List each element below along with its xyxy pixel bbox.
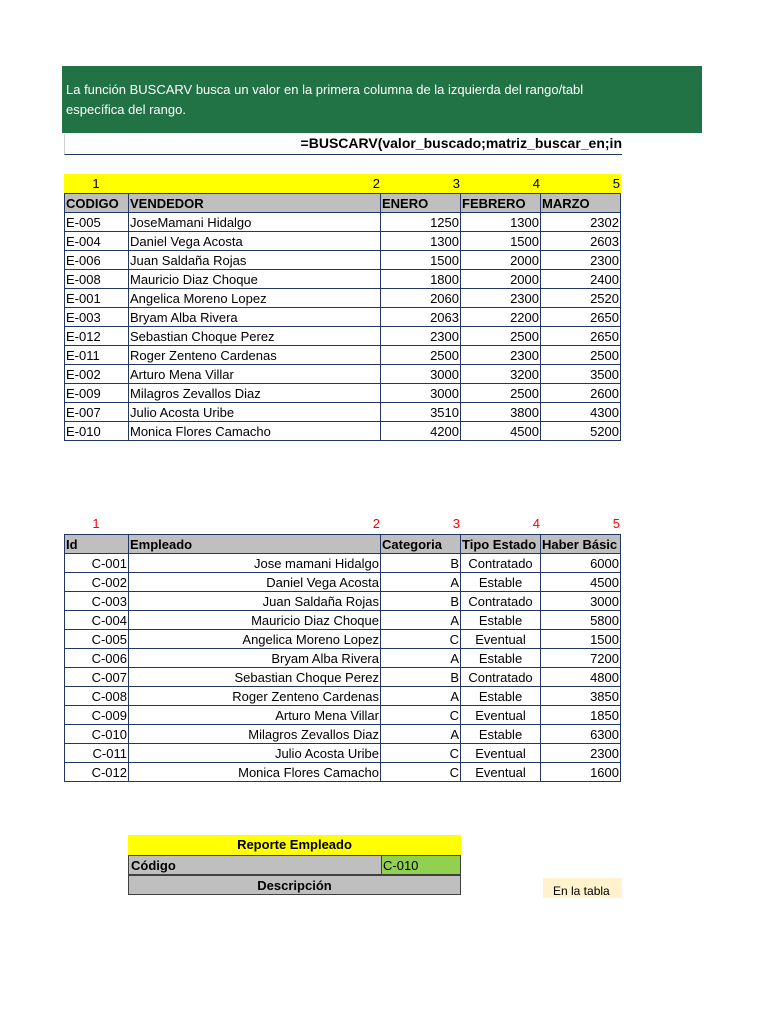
table-row	[65, 346, 621, 365]
table-cell[interactable]: C-011	[65, 744, 129, 763]
table-cell[interactable]: 2300	[461, 289, 541, 308]
table-cell[interactable]: 3500	[541, 365, 621, 384]
table-cell[interactable]: Contratado	[461, 554, 541, 573]
table-cell[interactable]: 2603	[541, 232, 621, 251]
table-cell[interactable]: 2300	[461, 346, 541, 365]
header-id[interactable]: Id	[65, 535, 129, 554]
table-row	[65, 554, 621, 573]
table-cell[interactable]: 2650	[541, 308, 621, 327]
table-row	[65, 763, 621, 782]
table-cell[interactable]: E-012	[65, 327, 129, 346]
table-cell[interactable]: Contratado	[461, 592, 541, 611]
table-cell[interactable]: C-001	[65, 554, 129, 573]
table-cell[interactable]: 4800	[541, 668, 621, 687]
table-cell[interactable]: E-008	[65, 270, 129, 289]
table-cell[interactable]: E-003	[65, 308, 129, 327]
table-row	[65, 630, 621, 649]
table-cell[interactable]: Estable	[461, 725, 541, 744]
table-cell[interactable]: 3000	[381, 384, 461, 403]
table-cell[interactable]: 4300	[541, 403, 621, 422]
table-header-row	[65, 194, 621, 213]
table-row	[65, 232, 621, 251]
table-cell[interactable]: B	[381, 668, 461, 687]
table-cell[interactable]: 2300	[381, 327, 461, 346]
table-row	[65, 649, 621, 668]
table-cell[interactable]: 4500	[541, 573, 621, 592]
table-cell[interactable]: Arturo Mena Villar	[129, 365, 381, 384]
table-cell[interactable]: C-012	[65, 763, 129, 782]
table-cell[interactable]: Bryam Alba Rivera	[129, 649, 381, 668]
table-cell[interactable]: 1500	[461, 232, 541, 251]
banner-line-1: La función BUSCARV busca un valor en la primera columna de la izquierda del rango/tabl	[66, 82, 584, 97]
col-number: 3	[452, 516, 460, 531]
header-empleado[interactable]: Empleado	[129, 535, 381, 554]
table-row	[65, 365, 621, 384]
table-cell[interactable]: 2520	[541, 289, 621, 308]
table-cell[interactable]: Angelica Moreno Lopez	[129, 289, 381, 308]
table-cell[interactable]: Contratado	[461, 668, 541, 687]
table-row	[65, 592, 621, 611]
table-row	[65, 270, 621, 289]
table-cell[interactable]: C	[381, 763, 461, 782]
table-row	[65, 213, 621, 232]
header-marzo[interactable]: MARZO	[541, 194, 621, 213]
table-cell[interactable]: C-004	[65, 611, 129, 630]
table-row	[65, 687, 621, 706]
table-cell[interactable]: C-009	[65, 706, 129, 725]
header-codigo[interactable]: CODIGO	[65, 194, 129, 213]
table-cell[interactable]: 1300	[461, 213, 541, 232]
table-cell[interactable]: Estable	[461, 611, 541, 630]
table-cell[interactable]: 3850	[541, 687, 621, 706]
table-cell[interactable]: C	[381, 706, 461, 725]
table-cell[interactable]: C-007	[65, 668, 129, 687]
table-row	[65, 573, 621, 592]
table-cell[interactable]: E-010	[65, 422, 129, 441]
table-row	[65, 289, 621, 308]
table-cell[interactable]: A	[381, 611, 461, 630]
table-cell[interactable]: 5200	[541, 422, 621, 441]
table-cell[interactable]: 3510	[381, 403, 461, 422]
table-cell[interactable]: E-007	[65, 403, 129, 422]
table-cell[interactable]: Julio Acosta Uribe	[129, 403, 381, 422]
table-cell[interactable]: Daniel Vega Acosta	[129, 232, 381, 251]
employee-table	[64, 534, 621, 782]
sales-table	[64, 193, 621, 441]
table-cell[interactable]: Estable	[461, 687, 541, 706]
table-cell[interactable]: 2200	[461, 308, 541, 327]
table-cell[interactable]: 4500	[461, 422, 541, 441]
table-cell[interactable]: E-002	[65, 365, 129, 384]
table-cell[interactable]: A	[381, 687, 461, 706]
table-cell[interactable]: 1250	[381, 213, 461, 232]
table-cell[interactable]: E-006	[65, 251, 129, 270]
table-cell[interactable]: 3000	[541, 592, 621, 611]
table-cell[interactable]: Mauricio Diaz Choque	[129, 611, 381, 630]
description-banner	[62, 66, 702, 133]
table-cell[interactable]: 2500	[541, 346, 621, 365]
table-cell[interactable]: A	[381, 649, 461, 668]
table-cell[interactable]: Juan Saldaña Rojas	[129, 251, 381, 270]
table-row	[65, 744, 621, 763]
table-cell[interactable]: Mauricio Diaz Choque	[129, 270, 381, 289]
header-categoria[interactable]: Categoria	[381, 535, 461, 554]
table-row	[65, 327, 621, 346]
banner-line-2: específica del rango.	[66, 102, 186, 117]
table-row	[65, 668, 621, 687]
table-cell[interactable]: C	[381, 744, 461, 763]
table-cell[interactable]: A	[381, 573, 461, 592]
header-febrero[interactable]: FEBRERO	[461, 194, 541, 213]
table-cell[interactable]: 2000	[461, 251, 541, 270]
table-cell[interactable]: E-011	[65, 346, 129, 365]
table-cell[interactable]: 2500	[461, 384, 541, 403]
table-cell[interactable]: Eventual	[461, 630, 541, 649]
table-row	[65, 422, 621, 441]
table-header-row	[65, 535, 621, 554]
table-cell[interactable]: 1850	[541, 706, 621, 725]
table-row	[65, 611, 621, 630]
col-number: 2	[372, 176, 380, 191]
col-number: 4	[532, 176, 540, 191]
table-cell[interactable]: A	[381, 725, 461, 744]
table-cell[interactable]: JoseMamani Hidalgo	[129, 213, 381, 232]
table-cell[interactable]: Eventual	[461, 744, 541, 763]
table-cell[interactable]: 1500	[541, 630, 621, 649]
table-cell[interactable]: E-001	[65, 289, 129, 308]
table-cell[interactable]: 5800	[541, 611, 621, 630]
table-cell[interactable]: Roger Zenteno Cardenas	[129, 346, 381, 365]
table-cell[interactable]: E-009	[65, 384, 129, 403]
table-cell[interactable]: 4200	[381, 422, 461, 441]
table-cell[interactable]: Monica Flores Camacho	[129, 422, 381, 441]
table-row	[65, 384, 621, 403]
table-row	[65, 251, 621, 270]
table-cell[interactable]: Angelica Moreno Lopez	[129, 630, 381, 649]
table-cell[interactable]: 2400	[541, 270, 621, 289]
table-cell[interactable]: C-002	[65, 573, 129, 592]
note-box: En la tabla	[543, 878, 622, 898]
table-cell[interactable]: 6000	[541, 554, 621, 573]
report-code-label: Código	[129, 856, 381, 874]
table-cell[interactable]: Monica Flores Camacho	[129, 763, 381, 782]
table-cell[interactable]: Bryam Alba Rivera	[129, 308, 381, 327]
table-cell[interactable]: C-005	[65, 630, 129, 649]
table-cell[interactable]: Eventual	[461, 706, 541, 725]
table-cell[interactable]: Sebastian Choque Perez	[129, 668, 381, 687]
table-cell[interactable]: E-004	[65, 232, 129, 251]
header-haber-basico[interactable]: Haber Básic	[541, 535, 621, 554]
col-number: 4	[532, 516, 540, 531]
table-cell[interactable]: 1500	[381, 251, 461, 270]
col-number: 3	[452, 176, 460, 191]
header-vendedor[interactable]: VENDEDOR	[129, 194, 381, 213]
report-code-row	[128, 855, 461, 875]
table-cell[interactable]: Milagros Zevallos Diaz	[129, 725, 381, 744]
table-cell[interactable]: 1800	[381, 270, 461, 289]
table-cell[interactable]: 2650	[541, 327, 621, 346]
report-title: Reporte Empleado	[128, 835, 461, 855]
report-code-input[interactable]: C-010	[381, 856, 460, 874]
formula-text: =BUSCARV(valor_buscado;matriz_buscar_en;in	[300, 135, 622, 151]
col-number: 1	[92, 176, 100, 191]
table-cell[interactable]: 3000	[381, 365, 461, 384]
table-cell[interactable]: 2300	[541, 251, 621, 270]
table-cell[interactable]: Estable	[461, 649, 541, 668]
table-cell[interactable]: 6300	[541, 725, 621, 744]
table-cell[interactable]: 2500	[381, 346, 461, 365]
table1-column-numbers	[64, 174, 621, 193]
table-cell[interactable]: Julio Acosta Uribe	[129, 744, 381, 763]
formula-cell[interactable]	[64, 134, 622, 155]
table-cell[interactable]: Roger Zenteno Cardenas	[129, 687, 381, 706]
table-cell[interactable]: Estable	[461, 573, 541, 592]
table-cell[interactable]: 3800	[461, 403, 541, 422]
table-cell[interactable]: 1600	[541, 763, 621, 782]
table-cell[interactable]: 2500	[461, 327, 541, 346]
col-number: 5	[612, 516, 620, 531]
table-cell[interactable]: C-003	[65, 592, 129, 611]
table-cell[interactable]: Eventual	[461, 763, 541, 782]
table-cell[interactable]: 2000	[461, 270, 541, 289]
report-description-label: Descripción	[128, 875, 461, 895]
header-enero[interactable]: ENERO	[381, 194, 461, 213]
table-cell[interactable]: 3200	[461, 365, 541, 384]
table-cell[interactable]: Jose mamani Hidalgo	[129, 554, 381, 573]
table-row	[65, 403, 621, 422]
table-cell[interactable]: C-010	[65, 725, 129, 744]
table-cell[interactable]: Milagros Zevallos Diaz	[129, 384, 381, 403]
table-cell[interactable]: B	[381, 554, 461, 573]
table-cell[interactable]: B	[381, 592, 461, 611]
table-cell[interactable]: Arturo Mena Villar	[129, 706, 381, 725]
table-row	[65, 706, 621, 725]
header-tipo-estado[interactable]: Tipo Estado	[461, 535, 541, 554]
table-cell[interactable]: 2300	[541, 744, 621, 763]
table-cell[interactable]: E-005	[65, 213, 129, 232]
table-cell[interactable]: 2600	[541, 384, 621, 403]
table-cell[interactable]: Sebastian Choque Perez	[129, 327, 381, 346]
table-row	[65, 725, 621, 744]
col-number: 2	[372, 516, 380, 531]
table-cell[interactable]: C	[381, 630, 461, 649]
table-cell[interactable]: 2060	[381, 289, 461, 308]
table-cell[interactable]: C-008	[65, 687, 129, 706]
col-number: 1	[92, 516, 100, 531]
table-cell[interactable]: 2302	[541, 213, 621, 232]
table-cell[interactable]: Juan Saldaña Rojas	[129, 592, 381, 611]
table-row	[65, 308, 621, 327]
table-cell[interactable]: C-006	[65, 649, 129, 668]
table-cell[interactable]: 2063	[381, 308, 461, 327]
table-cell[interactable]: Daniel Vega Acosta	[129, 573, 381, 592]
col-number: 5	[612, 176, 620, 191]
table-cell[interactable]: 7200	[541, 649, 621, 668]
table2-column-numbers	[64, 514, 621, 533]
table-cell[interactable]: 1300	[381, 232, 461, 251]
